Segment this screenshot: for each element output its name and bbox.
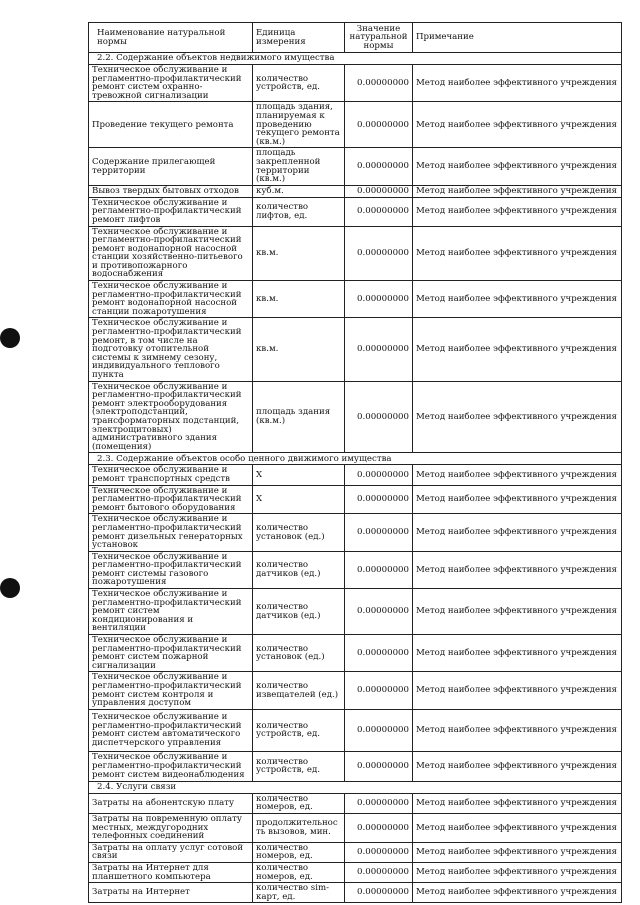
row-unit: Х (253, 485, 345, 514)
row-name: Техническое обслуживание и ремонт транспортных средств (89, 465, 253, 485)
row-value: 0.00000000 (345, 672, 413, 709)
row-value: 0.00000000 (345, 514, 413, 551)
table-row (89, 381, 622, 453)
row-note: Метод наиболее эффективного учреждения (413, 281, 622, 318)
row-value: 0.00000000 (345, 589, 413, 635)
row-unit: количество датчиков (ед.) (253, 551, 345, 588)
header-unit: Единица измерения (253, 23, 345, 53)
row-value: 0.00000000 (345, 883, 413, 903)
row-unit: кв.м. (253, 281, 345, 318)
row-name: Техническое обслуживание и регламентно-профилактический ремонт бытового оборудования (89, 485, 253, 514)
row-unit: куб.м. (253, 185, 345, 197)
row-name: Затраты на повременную оплату местных, междугородних телефонных соединений (89, 813, 253, 842)
row-value: 0.00000000 (345, 793, 413, 813)
row-value: 0.00000000 (345, 465, 413, 485)
table-row (89, 751, 622, 781)
row-note: Метод наиболее эффективного учреждения (413, 102, 622, 148)
table-body (89, 53, 622, 903)
row-unit: количество номеров, ед. (253, 793, 345, 813)
table-row (89, 485, 622, 514)
table-row (89, 197, 622, 226)
row-unit: количество лифтов, ед. (253, 197, 345, 226)
table-row (89, 813, 622, 842)
row-note: Метод наиболее эффективного учреждения (413, 842, 622, 862)
header-value: Значение натуральной нормы (345, 23, 413, 53)
row-name: Содержание прилегающей территории (89, 148, 253, 185)
row-value: 0.00000000 (345, 226, 413, 281)
row-unit: количество установок (ед.) (253, 514, 345, 551)
table-row (89, 514, 622, 551)
table-row (89, 318, 622, 381)
section-row (89, 53, 622, 65)
row-name: Техническое обслуживание и регламентно-профилактический ремонт систем автоматического диспетчерского управления (89, 709, 253, 751)
table-row (89, 148, 622, 185)
row-note: Метод наиболее эффективного учреждения (413, 465, 622, 485)
row-value: 0.00000000 (345, 813, 413, 842)
row-value: 0.00000000 (345, 485, 413, 514)
row-value: 0.00000000 (345, 102, 413, 148)
section-title: 2.3. Содержание объектов особо ценного движимого имущества (89, 453, 622, 465)
row-note: Метод наиболее эффективного учреждения (413, 589, 622, 635)
row-name: Затраты на абонентскую плату (89, 793, 253, 813)
row-name: Техническое обслуживание и регламентно-профилактический ремонт систем видеонаблюдения (89, 751, 253, 781)
section-row (89, 453, 622, 465)
row-note: Метод наиболее эффективного учреждения (413, 148, 622, 185)
norms-table (88, 22, 622, 903)
table-row (89, 281, 622, 318)
row-note: Метод наиболее эффективного учреждения (413, 813, 622, 842)
table-row (89, 465, 622, 485)
punch-hole-top (0, 328, 20, 348)
table-row (89, 709, 622, 751)
section-row (89, 781, 622, 793)
row-unit: количество sim-карт, ед. (253, 883, 345, 903)
row-value: 0.00000000 (345, 148, 413, 185)
punch-hole-bottom (0, 578, 20, 598)
row-name: Техническое обслуживание и регламентно-профилактический ремонт лифтов (89, 197, 253, 226)
row-note: Метод наиболее эффективного учреждения (413, 709, 622, 751)
row-value: 0.00000000 (345, 318, 413, 381)
row-note: Метод наиболее эффективного учреждения (413, 862, 622, 882)
row-name: Вывоз твердых бытовых отходов (89, 185, 253, 197)
row-name: Проведение текущего ремонта (89, 102, 253, 148)
table-header-row (89, 23, 622, 53)
table-row (89, 102, 622, 148)
table-row (89, 65, 622, 102)
row-unit: количество устройств, ед. (253, 751, 345, 781)
row-name: Техническое обслуживание и регламентно-профилактический ремонт, в том числе на подготовку отопительной системы к зимнему сезону, индивидуального теплового пункта (89, 318, 253, 381)
header-note: Примечание (413, 23, 622, 53)
table-row (89, 589, 622, 635)
row-note: Метод наиболее эффективного учреждения (413, 226, 622, 281)
row-note: Метод наиболее эффективного учреждения (413, 318, 622, 381)
row-name: Затраты на Интернет для планшетного компьютера (89, 862, 253, 882)
table-row (89, 551, 622, 588)
row-unit: площадь здания, планируемая к проведению текущего ремонта (кв.м.) (253, 102, 345, 148)
header-name: Наименование натуральной нормы (89, 23, 253, 53)
section-title: 2.2. Содержание объектов недвижимого имущества (89, 53, 622, 65)
row-unit: количество устройств, ед. (253, 65, 345, 102)
row-name: Техническое обслуживание и регламентно-профилактический ремонт систем контроля и управления доступом (89, 672, 253, 709)
table-row (89, 672, 622, 709)
row-unit: Х (253, 465, 345, 485)
row-name: Техническое обслуживание и регламентно-профилактический ремонт электрооборудования (электроподстанций, трансформаторных подстанций, электрощитовых) административного здания (помещения) (89, 381, 253, 453)
row-value: 0.00000000 (345, 551, 413, 588)
table-row (89, 842, 622, 862)
row-value: 0.00000000 (345, 751, 413, 781)
row-value: 0.00000000 (345, 281, 413, 318)
row-name: Техническое обслуживание и регламентно-профилактический ремонт водонапорной насосной станции хозяйственно-питьевого и противопожарного водоснабжения (89, 226, 253, 281)
row-value: 0.00000000 (345, 381, 413, 453)
row-note: Метод наиболее эффективного учреждения (413, 751, 622, 781)
row-unit: площадь закрепленной территории (кв.м.) (253, 148, 345, 185)
table-row (89, 635, 622, 672)
row-unit: количество номеров, ед. (253, 842, 345, 862)
row-note: Метод наиболее эффективного учреждения (413, 185, 622, 197)
row-name: Техническое обслуживание и регламентно-профилактический ремонт системы газового пожаротушения (89, 551, 253, 588)
row-name: Затраты на оплату услуг сотовой связи (89, 842, 253, 862)
row-value: 0.00000000 (345, 842, 413, 862)
row-value: 0.00000000 (345, 65, 413, 102)
row-value: 0.00000000 (345, 185, 413, 197)
table-row (89, 883, 622, 903)
row-unit: кв.м. (253, 226, 345, 281)
row-note: Метод наиболее эффективного учреждения (413, 65, 622, 102)
row-unit: количество датчиков (ед.) (253, 589, 345, 635)
table-row (89, 793, 622, 813)
row-unit: кв.м. (253, 318, 345, 381)
row-unit: продолжительность вызовов, мин. (253, 813, 345, 842)
row-value: 0.00000000 (345, 709, 413, 751)
table-row (89, 185, 622, 197)
row-note: Метод наиболее эффективного учреждения (413, 197, 622, 226)
row-unit: площадь здания (кв.м.) (253, 381, 345, 453)
row-unit: количество извещателей (ед.) (253, 672, 345, 709)
row-note: Метод наиболее эффективного учреждения (413, 381, 622, 453)
table-row (89, 862, 622, 882)
table-row (89, 226, 622, 281)
section-title: 2.4. Услуги связи (89, 781, 622, 793)
row-note: Метод наиболее эффективного учреждения (413, 551, 622, 588)
row-unit: количество установок (ед.) (253, 635, 345, 672)
row-note: Метод наиболее эффективного учреждения (413, 793, 622, 813)
row-note: Метод наиболее эффективного учреждения (413, 514, 622, 551)
row-value: 0.00000000 (345, 862, 413, 882)
row-name: Техническое обслуживание и регламентно-профилактический ремонт систем кондиционирования и вентиляции (89, 589, 253, 635)
row-name: Затраты на Интернет (89, 883, 253, 903)
row-note: Метод наиболее эффективного учреждения (413, 672, 622, 709)
row-note: Метод наиболее эффективного учреждения (413, 485, 622, 514)
row-note: Метод наиболее эффективного учреждения (413, 635, 622, 672)
row-name: Техническое обслуживание и регламентно-профилактический ремонт водонапорной насосной станции пожаротушения (89, 281, 253, 318)
row-value: 0.00000000 (345, 635, 413, 672)
row-unit: количество номеров, ед. (253, 862, 345, 882)
row-name: Техническое обслуживание и регламентно-профилактический ремонт систем охранно-тревожной сигнализации (89, 65, 253, 102)
row-value: 0.00000000 (345, 197, 413, 226)
row-note: Метод наиболее эффективного учреждения (413, 883, 622, 903)
row-unit: количество устройств, ед. (253, 709, 345, 751)
row-name: Техническое обслуживание и регламентно-профилактический ремонт систем пожарной сигнализации (89, 635, 253, 672)
row-name: Техническое обслуживание и регламентно-профилактический ремонт дизельных генераторных установок (89, 514, 253, 551)
